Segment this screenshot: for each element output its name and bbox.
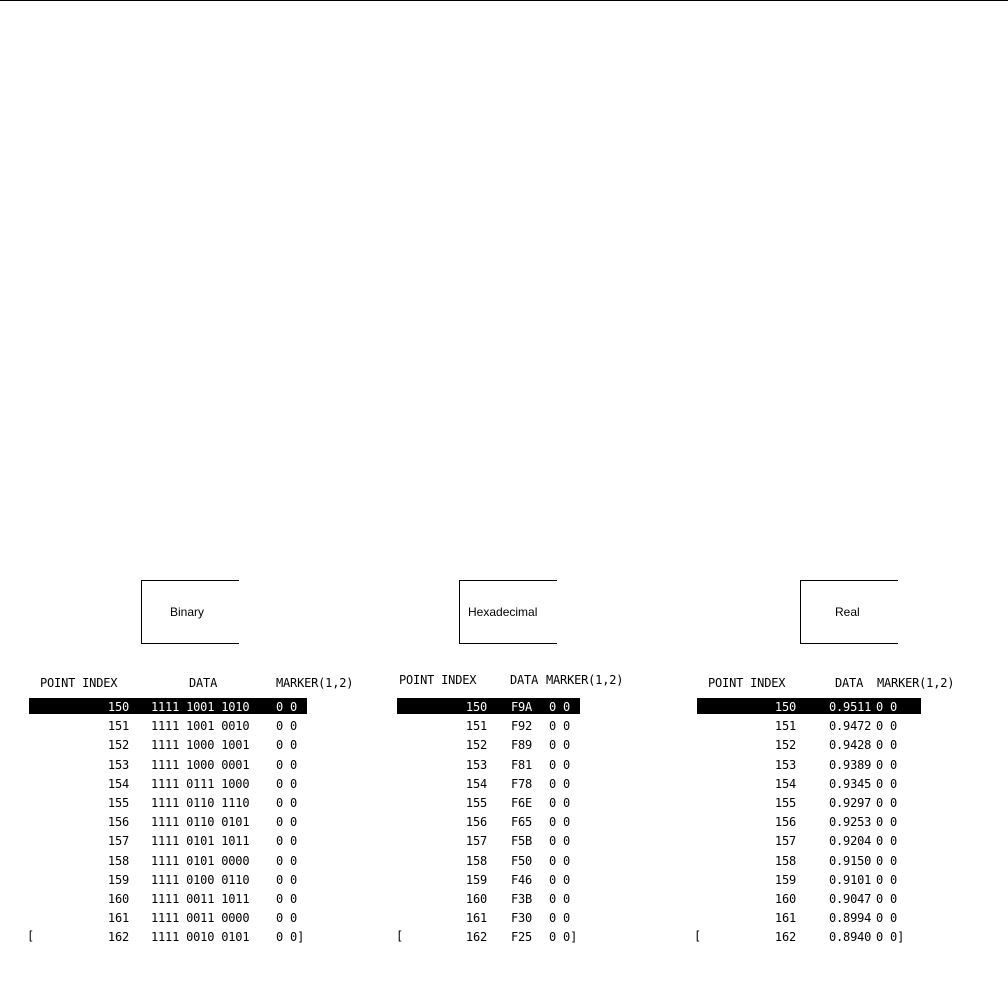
table-row[interactable] (0, 717, 960, 736)
data-cell: F25 (511, 930, 533, 945)
real-header-marker: MARKER(1,2) (877, 676, 955, 690)
marker-cell: 0 0 (549, 853, 571, 868)
hex-format-label (459, 580, 557, 644)
point-index-cell: 153 (465, 757, 487, 772)
point-index-cell: 157 (107, 834, 129, 849)
marker-cell: 0 0 (549, 815, 571, 830)
top-rule (0, 0, 1008, 1)
table-row[interactable] (0, 775, 960, 794)
marker-cell: 0 0 (549, 911, 571, 926)
point-index-cell: 154 (465, 776, 487, 791)
data-cell: 1111 0100 0110 (151, 872, 250, 887)
data-cell: 0.9253 (829, 815, 872, 830)
marker-cell: 0 0 (549, 738, 571, 753)
marker-cell: 0 0 (876, 834, 898, 849)
marker-cell: 0 0 (876, 719, 898, 734)
real-table (0, 698, 960, 947)
marker-cell: 0 0 (549, 891, 571, 906)
point-index-cell: 151 (465, 719, 487, 734)
point-index-cell: 159 (774, 872, 796, 887)
hex-header-index: POINT INDEX (399, 673, 477, 687)
marker-cell: 0 0 (276, 891, 298, 906)
real-open-bracket: [ (694, 929, 702, 943)
point-index-cell: 156 (107, 815, 129, 830)
point-index-cell: 159 (465, 872, 487, 887)
point-index-cell: 157 (465, 834, 487, 849)
table-row[interactable] (0, 813, 960, 832)
point-index-cell: 158 (774, 853, 796, 868)
marker-cell: 0 0 (549, 757, 571, 772)
point-index-cell: 157 (774, 834, 796, 849)
point-index-cell: 150 (107, 700, 129, 714)
marker-cell: 0 0 (276, 795, 298, 810)
data-cell: F9A (511, 700, 533, 714)
data-cell: 1111 1001 0010 (151, 719, 250, 734)
table-row[interactable] (0, 794, 960, 813)
marker-cell: 0 0 (876, 891, 898, 906)
data-cell: 0.9047 (829, 891, 872, 906)
marker-cell: 0 0 (549, 834, 571, 849)
data-cell: F89 (511, 738, 533, 753)
data-cell: 1111 1000 0001 (151, 757, 250, 772)
real-header-data: DATA (835, 676, 864, 690)
marker-cell: 0 0 (876, 795, 898, 810)
data-cell: F5B (511, 834, 533, 849)
marker-cell: 0 0 (876, 853, 898, 868)
marker-cell: 0 0] (549, 930, 578, 945)
point-index-cell: 152 (107, 738, 129, 753)
real-format-label (800, 580, 898, 644)
point-index-cell: 152 (774, 738, 796, 753)
point-index-cell: 153 (107, 757, 129, 772)
point-index-cell: 151 (774, 719, 796, 734)
binary-header-marker: MARKER(1,2) (276, 676, 354, 690)
marker-cell: 0 0 (276, 815, 298, 830)
marker-cell: 0 0 (276, 757, 298, 772)
point-index-cell: 158 (465, 853, 487, 868)
point-index-cell: 150 (774, 700, 796, 714)
data-cell: 0.9511 (829, 700, 872, 714)
data-cell: 0.9297 (829, 795, 872, 810)
table-row[interactable] (0, 852, 960, 871)
data-cell: 1111 0011 1011 (151, 891, 250, 906)
point-index-cell: 154 (107, 776, 129, 791)
marker-cell: 0 0] (276, 930, 305, 945)
point-index-cell: 161 (107, 911, 129, 926)
data-cell: 0.9472 (829, 719, 872, 734)
binary-format-label (141, 580, 239, 644)
data-cell: 0.8940 (829, 930, 872, 945)
point-index-cell: 153 (774, 757, 796, 772)
table-row[interactable] (0, 698, 960, 717)
marker-cell: 0 0 (276, 872, 298, 887)
table-row[interactable] (0, 909, 960, 928)
marker-cell: 0 0 (876, 872, 898, 887)
marker-cell: 0 0 (876, 776, 898, 791)
data-cell: F3B (511, 891, 533, 906)
real-header-index: POINT INDEX (708, 676, 786, 690)
data-cell: 1111 0110 1110 (151, 795, 250, 810)
point-index-cell: 162 (465, 930, 487, 945)
data-cell: F81 (511, 757, 533, 772)
table-row[interactable] (0, 736, 960, 755)
data-cell: 0.9389 (829, 757, 872, 772)
marker-cell: 0 0 (549, 700, 571, 714)
point-index-cell: 161 (465, 911, 487, 926)
point-index-cell: 158 (107, 853, 129, 868)
data-cell: 1111 0010 0101 (151, 930, 250, 945)
marker-cell: 0 0 (549, 795, 571, 810)
marker-cell: 0 0 (876, 700, 898, 714)
data-cell: 1111 0111 1000 (151, 776, 250, 791)
data-cell: F46 (511, 872, 533, 887)
point-index-cell: 162 (107, 930, 129, 945)
point-index-cell: 150 (465, 700, 487, 714)
data-cell: 1111 1001 1010 (151, 700, 250, 714)
table-row[interactable] (0, 928, 960, 947)
data-cell: 1111 0101 0000 (151, 853, 250, 868)
data-cell: F65 (511, 815, 533, 830)
point-index-cell: 160 (107, 891, 129, 906)
point-index-cell: 152 (465, 738, 487, 753)
marker-cell: 0 0 (276, 738, 298, 753)
marker-cell: 0 0 (876, 911, 898, 926)
data-cell: 0.8994 (829, 911, 872, 926)
marker-cell: 0 0 (276, 911, 298, 926)
marker-cell: 0 0 (276, 719, 298, 734)
marker-cell: 0 0 (276, 776, 298, 791)
point-index-cell: 156 (774, 815, 796, 830)
real-format-label-text: Real (835, 605, 860, 619)
data-cell: 1111 0101 1011 (151, 834, 250, 849)
marker-cell: 0 0 (876, 815, 898, 830)
point-index-cell: 151 (107, 719, 129, 734)
hex-format-label-text: Hexadecimal (468, 605, 538, 619)
point-index-cell: 160 (774, 891, 796, 906)
data-cell: 0.9204 (829, 834, 872, 849)
marker-cell: 0 0 (549, 776, 571, 791)
point-index-cell: 155 (774, 795, 796, 810)
marker-cell: 0 0 (549, 872, 571, 887)
marker-cell: 0 0] (876, 930, 905, 945)
point-index-cell: 154 (774, 776, 796, 791)
binary-header-data: DATA (189, 676, 218, 690)
hex-header-data: DATA (510, 673, 539, 687)
binary-open-bracket: [ (27, 929, 35, 943)
data-cell: F6E (511, 795, 533, 810)
table-row[interactable] (0, 832, 960, 851)
data-cell: F78 (511, 776, 533, 791)
point-index-cell: 156 (465, 815, 487, 830)
point-index-cell: 155 (465, 795, 487, 810)
marker-cell: 0 0 (876, 738, 898, 753)
point-index-cell: 162 (774, 930, 796, 945)
marker-cell: 0 0 (276, 700, 298, 714)
point-index-cell: 155 (107, 795, 129, 810)
marker-cell: 0 0 (549, 719, 571, 734)
marker-cell: 0 0 (276, 834, 298, 849)
data-cell: 1111 0011 0000 (151, 911, 250, 926)
data-cell: 0.9428 (829, 738, 872, 753)
marker-cell: 0 0 (276, 853, 298, 868)
data-cell: 0.9150 (829, 853, 872, 868)
table-row[interactable] (0, 871, 960, 890)
point-index-cell: 161 (774, 911, 796, 926)
marker-cell: 0 0 (876, 757, 898, 772)
table-row[interactable] (0, 890, 960, 909)
binary-format-label-text: Binary (170, 605, 205, 619)
data-cell: 1111 1000 1001 (151, 738, 250, 753)
data-cell: 0.9345 (829, 776, 872, 791)
binary-header-index: POINT INDEX (40, 676, 118, 690)
data-cell: 0.9101 (829, 872, 872, 887)
hex-header-marker: MARKER(1,2) (546, 673, 624, 687)
data-cell: F30 (511, 911, 533, 926)
data-cell: F92 (511, 719, 533, 734)
point-index-cell: 159 (107, 872, 129, 887)
table-row[interactable] (0, 756, 960, 775)
data-cell: F50 (511, 853, 533, 868)
point-index-cell: 160 (465, 891, 487, 906)
data-cell: 1111 0110 0101 (151, 815, 250, 830)
hex-open-bracket: [ (396, 929, 404, 943)
